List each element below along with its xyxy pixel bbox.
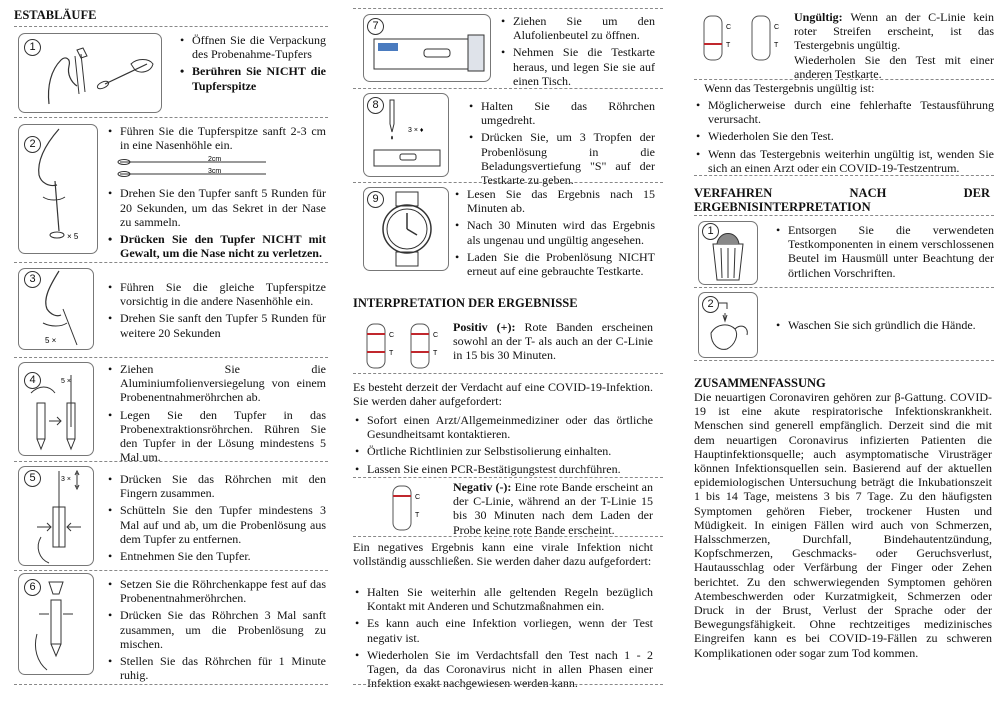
step-7-text-2: • Nehmen Sie die Testkarte heraus, und legen Sie sie auf einen Tisch. — [513, 45, 655, 88]
negative-paragraph: Ein negatives Ergebnis kann eine virale Infektion nicht vollständig ausschließen. Sie werden daher dazu aufgefordert: — [353, 540, 653, 569]
invalid-text-2: Wiederholen Sie den Test mit einer anderen Testkarte. — [794, 52, 994, 81]
swab-depth-diagram — [116, 155, 316, 179]
interpretation-title: INTERPRETATION DER ERGEBNISSE — [353, 296, 578, 310]
step-7-text-1: • Ziehen Sie um den Alufolienbeutel zu öffnen. — [513, 14, 655, 42]
svg-text:5 ×: 5 × — [61, 378, 71, 385]
step-2-number: 2 — [24, 136, 41, 153]
positive-strip-icon — [363, 318, 453, 370]
invalid-action-item: • Möglicherweise durch eine fehlerhafte Testausführung verursacht. — [708, 98, 994, 126]
negative-strip-icon — [389, 480, 429, 532]
step-1-warning: • Berühren Sie NICHT die Tupferspitze — [192, 64, 326, 92]
wash-text: • Waschen Sie sich gründlich die Hände. — [788, 318, 994, 332]
svg-text:T: T — [415, 512, 420, 519]
step-3-number: 3 — [24, 271, 41, 288]
positive-action-list — [353, 413, 653, 479]
svg-text:× 5: × 5 — [67, 232, 79, 241]
step-6-text-3: • Stellen Sie das Röhrchen für 1 Minute ruhig. — [120, 654, 326, 682]
positive-action-item: • Lassen Sie einen PCR-Bestätigungstest durchführen. — [367, 462, 653, 476]
svg-text:3 ×: 3 × — [61, 476, 71, 483]
step-5-text-2: • Schütteln Sie den Tupfer mindestens 3 Mal auf und ab, um die Probenlösung aus dem Tupfer zu entfernen. — [120, 503, 326, 546]
svg-text:C: C — [389, 332, 395, 339]
svg-text:T: T — [774, 42, 779, 49]
invalid-strip-icon — [700, 10, 790, 62]
svg-text:T: T — [433, 350, 438, 357]
step-6-text-2: • Drücken Sie das Röhrchen 3 Mal sanft zusammen, um die Probenlösung zu mischen. — [120, 608, 326, 651]
svg-text:T: T — [389, 350, 394, 357]
svg-text:C: C — [774, 24, 780, 31]
disposal-step-2-number: 2 — [702, 296, 719, 313]
step-2-warning: • Drücken Sie den Tupfer NICHT mit Gewalt, um die Nase nicht zu verletzen. — [120, 232, 326, 260]
procedure-title: ESTABLÄUFE — [14, 8, 97, 22]
step-3-text-2: • Drehen Sie sanft den Tupfer 5 Runden für weitere 20 Sekunden — [120, 311, 326, 339]
svg-text:T: T — [726, 42, 731, 49]
step-4-text-2: • Legen Sie den Tupfer in das Probenextraktionsröhrchen. Rühren Sie den Tupfer in der Lösung mindestens 5 Mal um. — [120, 408, 326, 465]
summary-title: ZUSAMMENFASSUNG — [694, 376, 826, 390]
positive-action-item: • Örtliche Richtlinien zur Selbstisolierung einhalten. — [367, 444, 653, 458]
negative-action-item: • Es kann auch eine Infektion vorliegen, wenn der Test negativ ist. — [367, 616, 653, 644]
invalid-action-list — [694, 98, 994, 178]
invalid-label: Ungültig: — [794, 10, 843, 24]
step-5-text-3: • Entnehmen Sie den Tupfer. — [120, 549, 326, 563]
step-1-number: 1 — [24, 39, 41, 56]
step-9-text-1: • Lesen Sie das Ergebnis nach 15 Minuten ab. — [467, 187, 655, 215]
negative-action-item: • Halten Sie weiterhin alle geltenden Regeln bezüglich Kontakt mit Anderen und Schutzmaßnahmen ein. — [367, 585, 653, 613]
positive-action-item: • Sofort einen Arzt/Allgemeinmediziner oder das örtliche Gesundheitsamt kontaktieren. — [367, 413, 653, 441]
step-2-text-1: • Führen Sie die Tupferspitze sanft 2-3 cm in eine Nasenhöhle ein. — [120, 124, 326, 152]
step-1-text-1: • Öffnen Sie die Verpackung des Probenahme-Tupfers — [192, 33, 326, 61]
step-8-text-2: • Drücken Sie, um 3 Tropfen der Probenlösung in die Beladungsvertiefung "S" auf der Testkarte zu geben. — [481, 130, 655, 187]
invalid-paragraph: Wenn das Testergebnis ungültig ist: — [704, 81, 875, 95]
step-4-number: 4 — [24, 372, 41, 389]
step-8-text-1: • Halten Sie das Röhrchen umgedreht. — [481, 99, 655, 127]
negative-action-list — [353, 585, 653, 693]
negative-action-item: • Wiederholen Sie im Verdachtsfall den Test nach 1 - 2 Tagen, da das Coronavirus nicht in allen Phasen einer Infektion exakt nachgewiesen werden kann. — [367, 648, 653, 691]
summary-text: Die neuartigen Coronaviren gehören zur β-Gattung. COVID-19 ist eine akute respiratorische Infektionskrankheit. Menschen sind generell empfänglich. Derzeit sind die mit dem neuartigen Coronavirus infizierten Patienten die Hauptinfektionsquelle; auch asymptomatische Virusträger können Infektionsquellen sein. Basierend auf der aktuellen epidemiologischen Untersuchung beträgt die Inkubationszeit 1 bis 14 Tage, meistens 3 bis 7 Tage. Zu den häufigsten Symptomen gehören Fieber, trockener Husten und Müdigkeit. In einigen Fällen wird auch von Schmerzen, Halsschmerzen, Durchfall, Bindehautentzündung, Kopfschmerzen, Geschmacks- oder Geruchsverlust, Hautausschlag oder Verfärbung der Finger oder Zehen berichtet. Zu den schwerwiegenden Symptomen gehören Atembeschwerden oder Kurzatmigkeit, Schmerzen oder Druck in der Brust, Verlust der Sprache oder der Bewegungsfähigkeit. Ohne rechtzeitiges medizinisches Eingreifen kann es bei COVID-19-Fällen zu schweren Komplikationen oder sogar zum Tod kommen. — [694, 390, 992, 660]
step-3-text-1: • Führen Sie die gleiche Tupferspitze vorsichtig in die andere Nasenhöhle ein. — [120, 280, 326, 308]
step-7-number: 7 — [367, 18, 384, 35]
svg-text:3 × ♦: 3 × ♦ — [408, 127, 424, 134]
svg-text:5 ×: 5 × — [45, 336, 57, 345]
negative-text: Eine rote Bande erscheint an der C-Linie, während an der T-Linie 15 bis 30 Minuten nach dem Laden der Probe keine rote Bande erscheint. — [453, 480, 653, 537]
invalid-action-item: • Wenn das Testergebnis weiterhin ungültig ist, wenden Sie sich an einen Arzt oder ein COVID-19-Testzentrum. — [708, 147, 994, 175]
step-9-text-2: • Nach 30 Minuten wird das Ergebnis als ungenau und ungültig angesehen. — [467, 218, 655, 246]
svg-text:C: C — [415, 494, 421, 501]
disposal-step-1-number: 1 — [702, 223, 719, 240]
step-9-number: 9 — [367, 191, 384, 208]
invalid-action-item: • Wiederholen Sie den Test. — [708, 129, 994, 143]
step-4-text-1: • Ziehen Sie die Aluminiumfolienversiegelung von einem Probenentnahmeröhrchen ab. — [120, 362, 326, 405]
step-5-text-1: • Drücken Sie das Röhrchen mit den Fingern zusammen. — [120, 472, 326, 500]
step-5-number: 5 — [24, 470, 41, 487]
step-9-text-3: • Laden Sie die Probenlösung NICHT erneut auf eine gebrauchte Testkarte. — [467, 250, 655, 278]
step-2-text-2: • Drehen Sie den Tupfer sanft 5 Runden für 20 Sekunden, um das Sekret in der Nase zu sammeln. — [120, 186, 326, 229]
positive-paragraph: Es besteht derzeit der Verdacht auf eine COVID-19-Infektion. Sie werden daher aufgefordert: — [353, 380, 653, 409]
negative-label: Negativ (-): — [453, 480, 512, 494]
positive-label: Positiv (+): — [453, 320, 516, 334]
svg-text:2cm: 2cm — [208, 156, 222, 164]
procedure-after-title: VERFAHREN NACH DER ERGEBNISINTERPRETATION — [694, 186, 990, 214]
svg-text:C: C — [726, 24, 732, 31]
svg-text:C: C — [433, 332, 439, 339]
step-6-text-1: • Setzen Sie die Röhrchenkappe fest auf das Probenentnahmeröhrchen. — [120, 577, 326, 605]
step-6-number: 6 — [24, 579, 41, 596]
svg-text:3cm: 3cm — [208, 168, 222, 176]
invalid-text: Wenn an der C-Linie kein roter Streifen erscheint, ist das Testergebnis ungültig. — [794, 10, 994, 53]
positive-text: Rote Banden erscheinen sowohl an der T- als auch an der C-Linie in 15 bis 30 Minuten. — [453, 320, 653, 363]
step-8-number: 8 — [367, 97, 384, 114]
disposal-text: • Entsorgen Sie die verwendeten Testkomponenten in einem verschlossenen Beutel im Hausmüll unter Beachtung der örtlichen Vorschriften. — [788, 223, 994, 280]
